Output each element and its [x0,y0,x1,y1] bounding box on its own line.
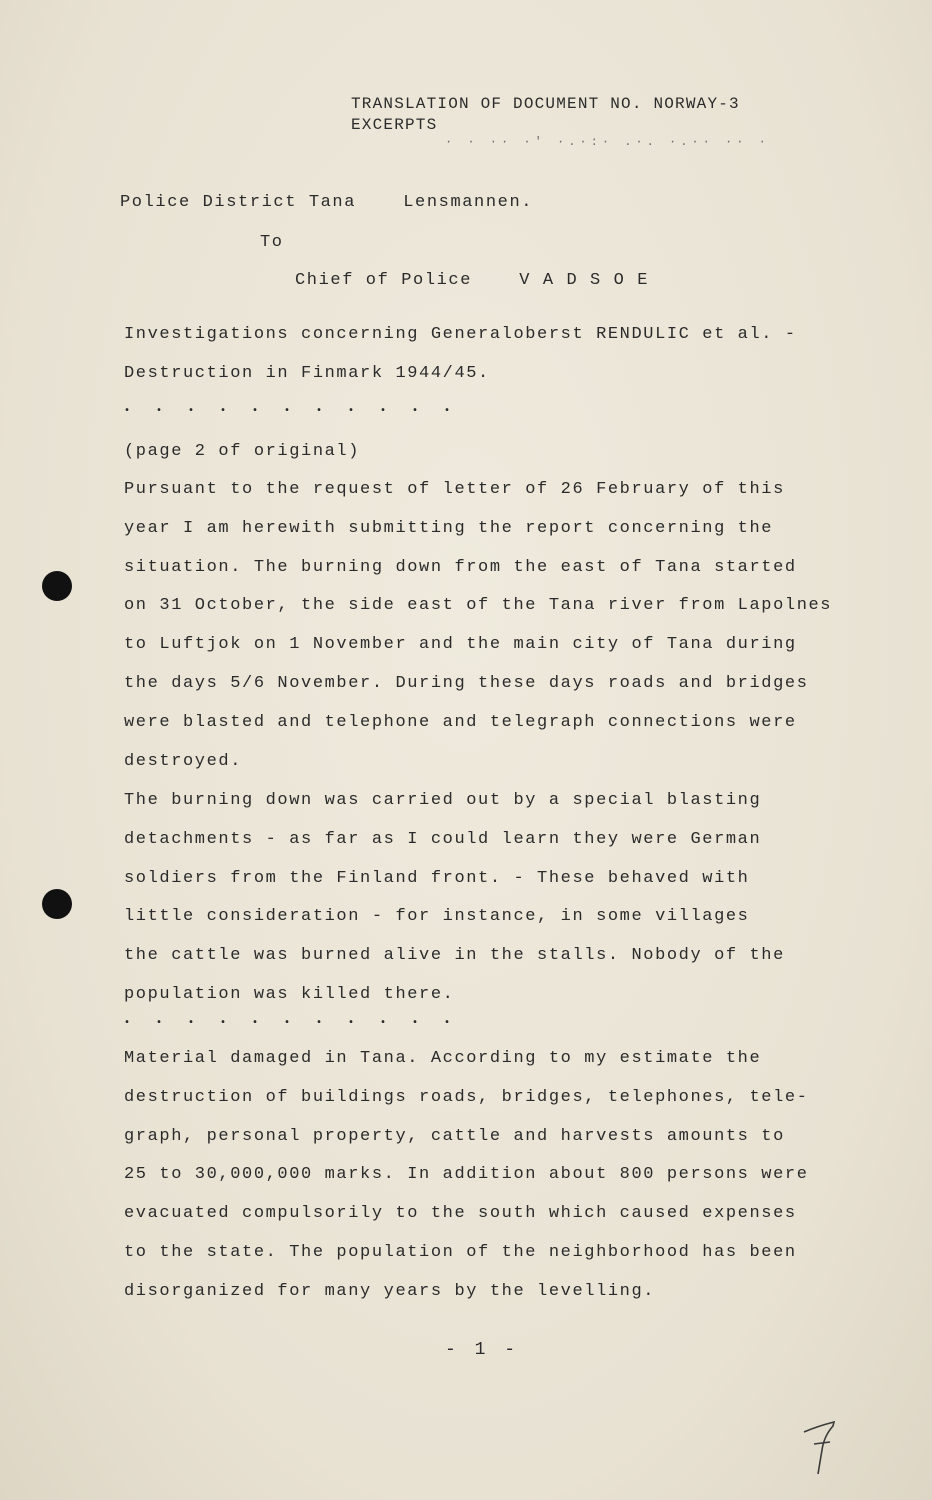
text-line: to the state. The population of the neighborhood has been [124,1243,797,1262]
separator-dots-1: • • • • • • • • • • • [124,406,461,417]
to-label: To [260,233,284,252]
punch-hole-bottom [42,889,72,919]
document-title: TRANSLATION OF DOCUMENT NO. NORWAY-3 [351,95,740,113]
text-line: The burning down was carried out by a special blasting [124,791,762,810]
page-reference: (page 2 of original) [124,442,361,461]
subject-line-2: Destruction in Finmark 1944/45. [124,364,490,383]
text-line: situation. The burning down from the east of Tana started [124,557,797,577]
text-line: little consideration - for instance, in some villages [124,907,750,927]
text-line: detachments - as far as I could learn they were German [124,829,762,849]
text-line: on 31 October, the side east of the Tana river from Lapolnes [124,596,833,616]
handwritten-page-mark [800,1410,840,1480]
text-line: 25 to 30,000,000 marks. In addition about 800 persons were [124,1165,809,1185]
separator-dots-2: • • • • • • • • • • • [124,1018,461,1029]
text-line: to Luftjok on 1 November and the main city of Tana during [124,635,797,655]
text-line: soldiers from the Finland front. - These behaved with [124,868,750,888]
document-subtitle: EXCERPTS [351,116,438,134]
text-line: were blasted and telephone and telegraph connections were [124,712,797,732]
page-number: - 1 - [445,1340,520,1360]
recipient-line: Chief of Police V A D S O E [295,271,650,290]
text-line: the days 5/6 November. During these days roads and bridges [124,674,809,693]
text-line: destruction of buildings roads, bridges, telephones, tele- [124,1087,809,1107]
text-line: disorganized for many years by the levelling. [124,1281,656,1301]
text-line: graph, personal property, cattle and harvests amounts to [124,1126,785,1146]
punch-hole-top [42,571,72,601]
ink-smudge: · · ·· ·' ·.·:· .·. ·.·· ·· · [445,135,770,149]
text-line: destroyed. [124,751,243,771]
text-line: Material damaged in Tana. According to my estimate the [124,1049,762,1068]
text-line: year I am herewith submitting the report concerning the [124,518,774,538]
text-line: Pursuant to the request of letter of 26 February of this [124,480,785,499]
text-line: population was killed there. [124,985,455,1004]
text-line: the cattle was burned alive in the stalls. Nobody of the [124,946,785,966]
text-line: evacuated compulsorily to the south which caused expenses [124,1204,797,1224]
sender-line: Police District Tana Lensmannen. [120,193,534,212]
subject-line-1: Investigations concerning Generaloberst RENDULIC et al. - [124,325,797,344]
